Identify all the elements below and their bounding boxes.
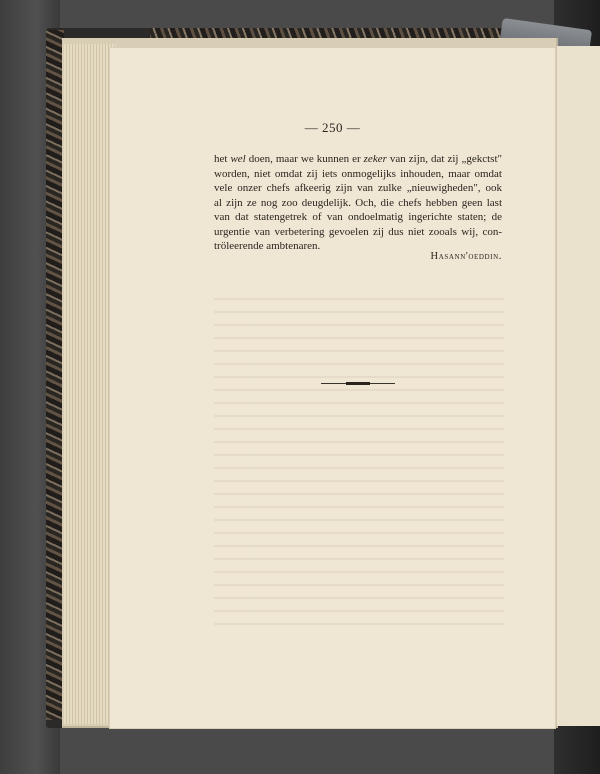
show-through-text	[214, 298, 504, 628]
text-line: worden, niet omdat zij iets onmogelijks inhouden, maar omdat	[214, 167, 502, 180]
page-edges	[64, 44, 116, 724]
text-line: tröleerende ambtenaren.	[214, 240, 321, 252]
body-text	[214, 152, 502, 254]
author-signature: Hasann'oeddin.	[430, 251, 502, 262]
page-number: — 250 —	[304, 120, 361, 135]
text-line: al zijn ze nog zoo deugdelijk. Och, die chefs hebben geen last	[214, 196, 502, 209]
text-line: het wel doen, maar we kunnen er zeker van zijn, dat zij „gekctst"	[214, 153, 502, 165]
facing-page	[556, 46, 600, 726]
text-line: vele onzer chefs afkeerig zijn van zulke „nieuwigheden", ook	[214, 182, 502, 194]
text-line: urgentie van verbetering gevoelen zij dus niet zooals wij, con-	[214, 225, 502, 238]
book-page	[110, 48, 555, 728]
section-divider-center	[346, 382, 370, 385]
text-line: van dat statengetrek of van ondoelmatig ingerichte staten; de	[214, 211, 502, 223]
